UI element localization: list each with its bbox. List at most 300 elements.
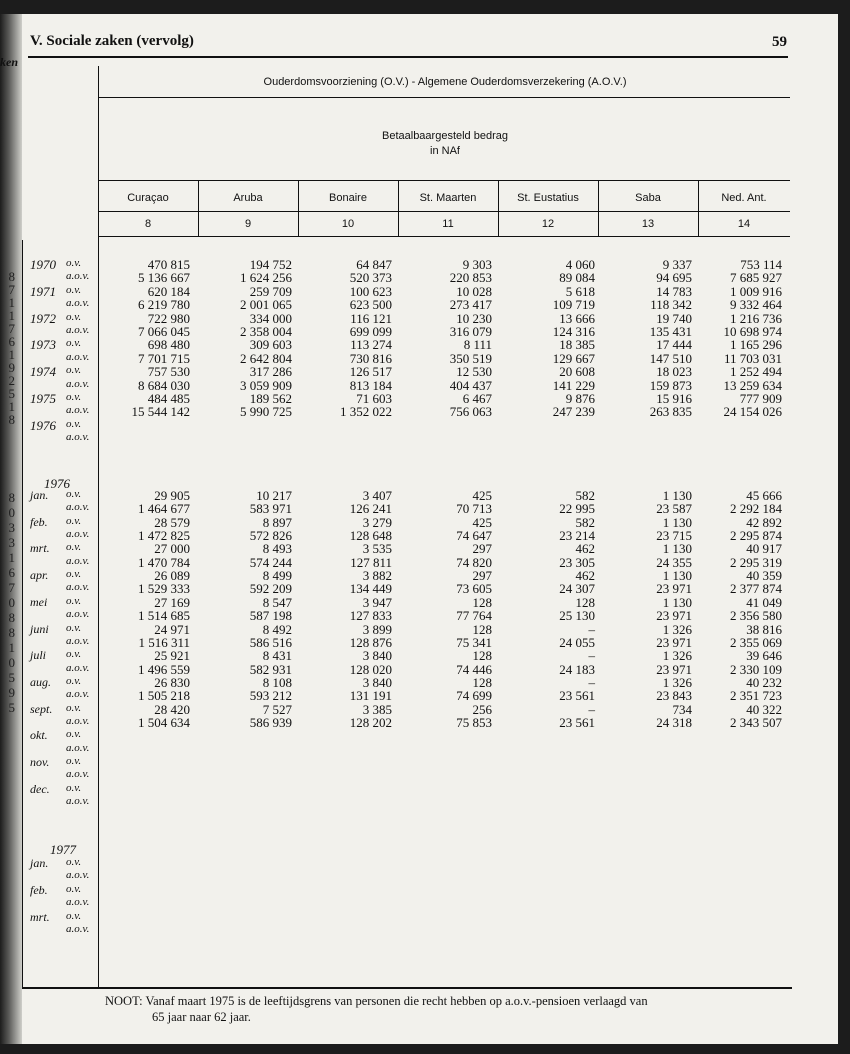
table-row: [0, 284, 838, 297]
table-cell: 1 326: [662, 621, 692, 637]
table-sub-title-2: in NAf: [430, 145, 460, 157]
table-cell: 24 355: [656, 554, 692, 570]
row-type-label: a.o.v.: [66, 923, 90, 935]
table-cell: 2 343 507: [730, 714, 782, 730]
row-type-label: o.v.: [66, 755, 82, 767]
table-cell: 1 470 784: [138, 554, 190, 570]
row-period-label: jan.: [30, 856, 49, 870]
table-row: [0, 431, 838, 444]
row-period-label: feb.: [30, 514, 48, 529]
table-cell: 586 939: [249, 714, 292, 730]
row-type-label: a.o.v.: [66, 714, 90, 727]
table-row: [0, 595, 838, 608]
table-cell: 128: [472, 594, 492, 610]
row-period-label: juni: [30, 621, 49, 636]
table-row: [0, 883, 838, 896]
row-period-label: sept.: [30, 701, 53, 716]
table-cell: 42 892: [746, 514, 782, 530]
column-divider: [298, 181, 299, 236]
colnum-rule: [98, 236, 790, 237]
margin-char: 3: [8, 520, 15, 535]
table-cell: 592 209: [249, 581, 292, 597]
table-row: [0, 334, 838, 353]
table-cell: 1 326: [662, 674, 692, 690]
table-cell: 2 358 004: [240, 324, 292, 339]
table-cell: 813 184: [349, 377, 392, 393]
margin-char: 3: [8, 535, 15, 550]
table-cell: 1 009 916: [730, 283, 782, 299]
row-period-label: mei: [30, 594, 48, 609]
table-row: [0, 923, 838, 936]
table-cell: 23 971: [656, 581, 692, 597]
table-cell: 7 685 927: [730, 270, 782, 286]
table-cell: 75 341: [456, 634, 492, 650]
column-header: St. Eustatius: [517, 192, 579, 204]
row-type-label: o.v.: [66, 283, 82, 296]
table-cell: 8 108: [262, 674, 292, 690]
table-row: [0, 404, 838, 420]
table-cell: 1 464 677: [138, 501, 190, 517]
row-period-label: 1973: [30, 337, 56, 353]
row-type-label: o.v.: [66, 674, 82, 687]
table-cell: 41 049: [746, 594, 782, 610]
table-cell: 9 303: [462, 257, 492, 272]
table-cell: 3 899: [362, 621, 392, 637]
row-type-label: o.v.: [66, 417, 82, 430]
table-cell: 757 530: [147, 364, 190, 380]
table-cell: 75 853: [456, 714, 492, 730]
table-cell: 12 530: [456, 364, 492, 380]
row-type-label: a.o.v.: [66, 768, 90, 781]
margin-char: 8: [8, 490, 15, 505]
table-cell: 147 510: [649, 350, 692, 366]
table-cell: 74 647: [456, 528, 492, 544]
table-row: [0, 418, 838, 431]
table-cell: 28 420: [154, 701, 190, 717]
table-cell: 3 947: [362, 594, 392, 610]
table-row: [0, 755, 838, 768]
table-cell: 583 971: [249, 501, 292, 517]
row-type-label: o.v.: [66, 541, 82, 554]
table-cell: 572 826: [249, 528, 292, 544]
table-cell: 38 816: [746, 621, 782, 637]
table-cell: 1 529 333: [138, 581, 190, 597]
table-cell: 1 496 559: [138, 661, 190, 677]
row-type-label: o.v.: [66, 648, 82, 661]
column-divider: [198, 181, 199, 236]
table-cell: 13 259 634: [723, 377, 782, 393]
table-cell: 263 835: [649, 404, 692, 420]
column-number: 9: [244, 218, 252, 230]
table-row: [0, 270, 838, 286]
table-cell: 3 407: [362, 488, 392, 503]
table-cell: 2 377 874: [730, 581, 782, 597]
table-cell: 27 000: [154, 541, 190, 557]
table-cell: 582: [575, 514, 595, 530]
row-type-label: a.o.v.: [66, 528, 90, 541]
table-cell: 77 764: [456, 608, 492, 624]
margin-char: 1: [8, 347, 15, 362]
super-title-rule: [98, 97, 790, 98]
table-cell: 2 330 109: [730, 661, 782, 677]
table-cell: 141 229: [552, 377, 595, 393]
table-cell: 259 709: [249, 283, 292, 299]
row-type-label: o.v.: [66, 781, 82, 794]
table-cell: 23 843: [656, 688, 692, 704]
margin-char: 7: [8, 282, 15, 297]
section-year-1977: 1977: [50, 842, 76, 857]
column-divider: [498, 181, 499, 236]
table-cell: 40 322: [746, 701, 782, 717]
row-type-label: o.v.: [66, 856, 82, 868]
column-header: Bonaire: [329, 192, 367, 204]
table-cell: 64 847: [356, 257, 392, 272]
table-cell: 128: [472, 621, 492, 637]
column-divider: [698, 181, 699, 236]
row-period-label: dec.: [30, 781, 50, 796]
table-cell: 297: [472, 568, 492, 584]
margin-char: 9: [8, 685, 15, 700]
table-cell: 5 990 725: [240, 404, 292, 420]
column-number: 11: [442, 218, 454, 230]
table-row: [0, 297, 838, 313]
table-cell: 134 449: [349, 581, 392, 597]
table-cell: 23 305: [559, 554, 595, 570]
column-divider: [598, 181, 599, 236]
row-period-label: 1976: [30, 417, 56, 433]
table-cell: 89 084: [559, 270, 595, 286]
table-super-title: Ouderdomsvoorziening (O.V.) - Algemene Ouderdomsverzekering (A.O.V.): [263, 76, 627, 88]
table-row: [0, 528, 838, 544]
table-cell: 3 059 909: [240, 377, 292, 393]
table-cell: 25 130: [559, 608, 595, 624]
colhead-rule: [98, 211, 790, 212]
table-cell: 15 916: [656, 391, 692, 406]
margin-char: 1: [8, 295, 15, 310]
table-cell: 126 241: [349, 501, 392, 517]
table-cell: 40 917: [746, 541, 782, 557]
row-type-label: o.v.: [66, 882, 82, 895]
table-cell: 3 535: [362, 541, 392, 557]
table-cell: 520 373: [349, 270, 392, 286]
table-cell: 13 666: [559, 310, 595, 326]
table-cell: 5 618: [565, 283, 595, 299]
table-cell: 8 493: [262, 541, 292, 557]
column-header: Ned. Ant.: [721, 192, 767, 204]
row-type-label: a.o.v.: [66, 581, 90, 594]
table-cell: 3 840: [362, 674, 392, 690]
row-type-label: a.o.v.: [66, 431, 90, 444]
table-cell: 135 431: [649, 324, 692, 339]
table-cell: 1 130: [662, 568, 692, 584]
table-cell: 10 028: [456, 283, 492, 299]
table-cell: 23 971: [656, 608, 692, 624]
table-row: [0, 795, 838, 808]
margin-char: 8: [8, 625, 15, 640]
margin-char: 1: [8, 308, 15, 323]
table-cell: 8 897: [262, 514, 292, 530]
table-cell: –: [588, 621, 595, 637]
table-cell: 7 066 045: [138, 324, 190, 339]
margin-char: 5: [8, 386, 15, 401]
row-period-label: nov.: [30, 755, 50, 769]
row-type-label: o.v.: [66, 701, 82, 714]
table-row: [0, 541, 838, 557]
table-cell: 10 217: [256, 488, 292, 503]
table-cell: 45 666: [746, 488, 782, 503]
table-cell: 40 359: [746, 568, 782, 584]
table-cell: 19 740: [656, 310, 692, 326]
table-cell: 1 516 311: [138, 634, 190, 650]
table-cell: 1 165 296: [730, 337, 782, 353]
row-type-label: a.o.v.: [66, 554, 90, 567]
table-cell: 425: [472, 488, 492, 503]
table-row: [0, 581, 838, 597]
table-cell: 126 517: [349, 364, 392, 380]
margin-char: 9: [8, 360, 15, 375]
table-cell: 74 820: [456, 554, 492, 570]
table-cell: –: [588, 648, 595, 664]
table-cell: 94 695: [656, 270, 692, 286]
table-cell: 73 605: [456, 581, 492, 597]
table-cell: 24 154 026: [723, 404, 782, 420]
table-cell: 756 063: [449, 404, 492, 420]
column-header: Saba: [635, 192, 661, 204]
table-cell: 8 111: [463, 337, 492, 353]
row-type-label: o.v.: [66, 391, 82, 403]
table-cell: 127 833: [349, 608, 392, 624]
row-type-label: o.v.: [66, 488, 82, 500]
margin-char: 1: [8, 640, 15, 655]
table-cell: 109 719: [552, 297, 595, 313]
table-cell: 404 437: [449, 377, 492, 393]
table-cell: 18 385: [559, 337, 595, 353]
table-cell: 27 169: [154, 594, 190, 610]
table-cell: 2 295 874: [730, 528, 782, 544]
row-period-label: mrt.: [30, 541, 50, 556]
row-type-label: o.v.: [66, 909, 82, 922]
row-period-label: 1975: [30, 391, 56, 406]
table-cell: 131 191: [349, 688, 392, 704]
table-cell: 220 853: [449, 270, 492, 286]
row-type-label: o.v.: [66, 257, 82, 269]
row-type-label: o.v.: [66, 568, 82, 581]
margin-char: 5: [8, 700, 15, 715]
table-cell: 8 547: [262, 594, 292, 610]
margin-char: 7: [8, 321, 15, 336]
table-cell: 129 667: [552, 350, 595, 366]
row-type-label: a.o.v.: [66, 501, 90, 514]
margin-char: 8: [8, 610, 15, 625]
note-line-1: NOOT: Vanaf maart 1975 is de leeftijdsgrens van personen die recht hebben op a.o.v.-pensioen verlaagd van: [105, 994, 648, 1008]
table-cell: –: [588, 674, 595, 690]
table-cell: 10 230: [456, 310, 492, 326]
table-cell: 15 544 142: [131, 404, 190, 420]
table-cell: 730 816: [349, 350, 392, 366]
table-cell: 587 198: [249, 608, 292, 624]
table-cell: 128: [472, 674, 492, 690]
table-cell: 8 499: [262, 568, 292, 584]
table-cell: 18 023: [656, 364, 692, 380]
table-row: [0, 896, 838, 909]
row-type-label: a.o.v.: [66, 688, 90, 701]
table-row: [0, 622, 838, 635]
row-type-label: a.o.v.: [66, 634, 90, 647]
table-cell: 1 514 685: [138, 608, 190, 624]
table-cell: 28 579: [154, 514, 190, 530]
row-type-label: o.v.: [66, 310, 82, 323]
row-type-label: a.o.v.: [66, 869, 90, 882]
table-row: [0, 351, 838, 364]
row-period-label: 1970: [30, 257, 56, 272]
table-cell: 586 516: [249, 634, 292, 650]
table-cell: 334 000: [249, 310, 292, 326]
table-cell: 29 905: [154, 488, 190, 503]
row-period-label: jan.: [30, 488, 49, 502]
table-cell: 2 351 723: [730, 688, 782, 704]
table-cell: 698 480: [147, 337, 190, 353]
table-cell: 3 279: [362, 514, 392, 530]
margin-char: 2: [8, 373, 15, 388]
section-year-1976: 1976: [44, 476, 70, 491]
margin-char: 1: [8, 550, 15, 565]
column-header: Curaçao: [127, 192, 169, 204]
table-cell: 23 715: [656, 528, 692, 544]
table-row: [0, 364, 838, 380]
margin-char: 6: [8, 334, 15, 349]
section-title: V. Sociale zaken (vervolg): [30, 33, 194, 49]
row-period-label: okt.: [30, 728, 48, 743]
margin-char: 0: [8, 505, 15, 520]
table-cell: 462: [575, 568, 595, 584]
table-cell: 7 527: [262, 701, 292, 717]
row-type-label: a.o.v.: [66, 896, 90, 909]
table-cell: 1 504 634: [138, 714, 190, 730]
table-cell: 3 882: [362, 568, 392, 584]
table-cell: 24 307: [559, 581, 595, 597]
table-cell: 40 232: [746, 674, 782, 690]
table-row: [0, 635, 838, 648]
table-cell: 23 561: [559, 714, 595, 730]
table-cell: 5 136 667: [138, 270, 190, 286]
table-row: [0, 688, 838, 704]
row-period-label: 1971: [30, 283, 56, 299]
table-cell: 189 562: [249, 391, 292, 406]
table-cell: 11 703 031: [723, 350, 782, 366]
table-row: [0, 321, 838, 339]
table-cell: 2 355 069: [730, 634, 782, 650]
table-cell: 1 352 022: [340, 404, 392, 420]
table-cell: 23 214: [559, 528, 595, 544]
column-header: Aruba: [233, 192, 263, 204]
table-row: [0, 782, 838, 795]
table-cell: 8 684 030: [138, 377, 190, 393]
table-row: [0, 728, 838, 741]
row-type-label: a.o.v.: [66, 404, 90, 417]
table-cell: 10 698 974: [723, 324, 782, 339]
table-row: [0, 869, 838, 882]
table-row: [0, 675, 838, 688]
table-cell: 128 202: [349, 714, 392, 730]
table-bottom-rule: [22, 987, 792, 989]
table-row: [0, 257, 838, 270]
table-cell: 309 603: [249, 337, 292, 353]
row-period-label: aug.: [30, 674, 51, 689]
table-cell: 1 624 256: [240, 270, 292, 286]
table-cell: 9 876: [565, 391, 595, 406]
table-cell: 25 921: [154, 648, 190, 664]
table-row: [0, 715, 838, 728]
table-note: [105, 993, 795, 1025]
table-row: [0, 856, 838, 869]
row-type-label: o.v.: [66, 337, 82, 350]
margin-char: 0: [8, 655, 15, 670]
row-period-label: feb.: [30, 882, 48, 897]
table-cell: 1 130: [662, 514, 692, 530]
table-cell: 3 385: [362, 701, 392, 717]
table-row: [0, 555, 838, 568]
row-type-label: a.o.v.: [66, 741, 90, 754]
table-cell: 699 099: [349, 324, 392, 339]
table-cell: 2 292 184: [730, 501, 782, 517]
table-row: [0, 501, 838, 517]
table-cell: 9 332 464: [730, 297, 782, 313]
table-cell: 2 642 804: [240, 350, 292, 366]
margin-char: 8: [8, 412, 15, 427]
table-cell: 17 444: [656, 337, 692, 353]
table-cell: 23 587: [656, 501, 692, 517]
margin-char: 8: [8, 269, 15, 284]
table-row: [0, 742, 838, 755]
table-cell: 753 114: [740, 257, 782, 272]
margin-char: 1: [8, 399, 15, 414]
row-type-label: o.v.: [66, 728, 82, 741]
left-page-fragment: ken: [0, 55, 18, 69]
table-cell: 470 815: [147, 257, 190, 272]
table-cell: 124 316: [552, 324, 595, 339]
table-cell: 24 055: [559, 634, 595, 650]
table-cell: 100 623: [349, 283, 392, 299]
table-cell: 118 342: [650, 297, 692, 313]
table-cell: 593 212: [249, 688, 292, 704]
row-period-label: 1974: [30, 364, 56, 380]
row-type-label: o.v.: [66, 364, 82, 377]
column-number: 12: [541, 218, 555, 230]
table-cell: 74 699: [456, 688, 492, 704]
table-cell: 23 561: [559, 688, 595, 704]
column-number: 13: [641, 218, 655, 230]
table-cell: 24 971: [154, 621, 190, 637]
table-cell: 574 244: [249, 554, 292, 570]
column-number: 14: [737, 218, 751, 230]
row-period-label: 1972: [30, 310, 56, 326]
table-cell: 4 060: [565, 257, 595, 272]
table-row: [0, 662, 838, 675]
table-row: [0, 702, 838, 715]
table-cell: 2 001 065: [240, 297, 292, 313]
row-type-label: a.o.v.: [66, 297, 90, 310]
table-cell: 425: [472, 514, 492, 530]
row-period-label: apr.: [30, 568, 49, 583]
table-cell: 24 183: [559, 661, 595, 677]
margin-char: 6: [8, 565, 15, 580]
table-row: [0, 308, 838, 326]
table-cell: 128: [575, 594, 595, 610]
table-cell: 256: [472, 701, 492, 717]
row-type-label: a.o.v.: [66, 661, 90, 674]
page-number: 59: [772, 34, 787, 50]
table-cell: 316 079: [449, 324, 492, 339]
